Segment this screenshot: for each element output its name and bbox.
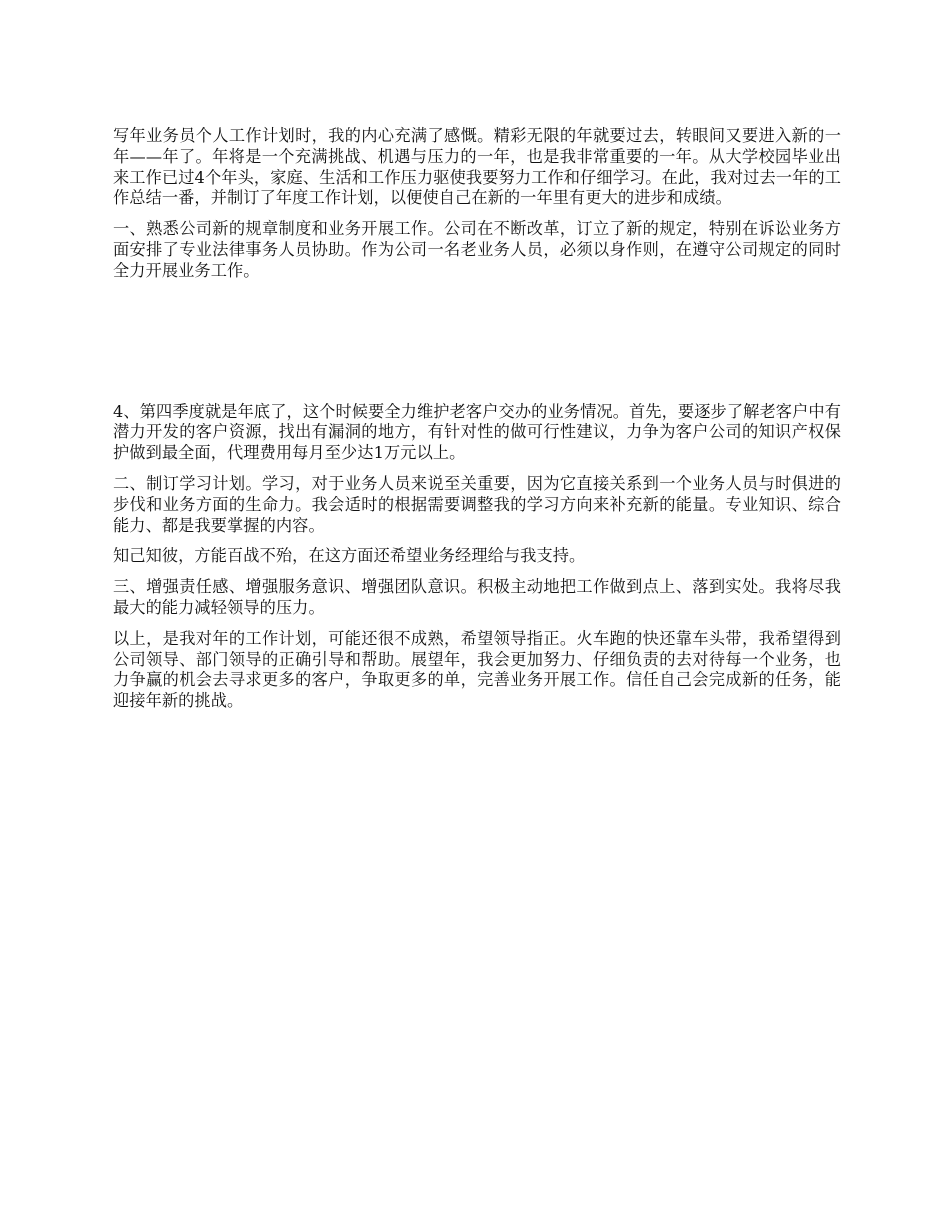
paragraph-section-three: 三、增强责任感、增强服务意识、增强团队意识。积极主动地把工作做到点上、落到实处。我将尽我最大的能力减轻领导的压力。 [113, 577, 841, 617]
blank-gap [113, 292, 841, 402]
paragraph-conclusion: 以上，是我对年的工作计划，可能还很不成熟，希望领导指正。火车跑的快还靠车头带，我希望得到公司领导、部门领导的正确引导和帮助。展望年，我会更加努力、仔细负责的去对待每一个业务，也力争赢的机会去寻求更多的客户，争取更多的单，完善业务开展工作。信任自己会完成新的任务，能迎接年新的挑战。 [113, 628, 841, 711]
paragraph-intro: 写年业务员个人工作计划时，我的内心充满了感慨。精彩无限的年就要过去，转眼间又要进入新的一年——年了。年将是一个充满挑战、机遇与压力的一年，也是我非常重要的一年。从大学校园毕业出来工作已过4个年头，家庭、生活和工作压力驱使我要努力工作和仔细学习。在此，我对过去一年的工作总结一番，并制订了年度工作计划，以便使自己在新的一年里有更大的进步和成绩。 [113, 126, 841, 208]
paragraph-support: 知己知彼，方能百战不殆，在这方面还希望业务经理给与我支持。 [113, 546, 586, 566]
paragraph-section-two: 二、制订学习计划。学习，对于业务人员来说至关重要，因为它直接关系到一个业务人员与时俱进的步伐和业务方面的生命力。我会适时的根据需要调整我的学习方向来补充新的能量。专业知识、综合能力、都是我要掌握的内容。 [113, 473, 841, 535]
paragraph-section-one: 一、熟悉公司新的规章制度和业务开展工作。公司在不断改革，订立了新的规定，特别在诉讼业务方面安排了专业法律事务人员协助。作为公司一名老业务人员，必须以身作则，在遵守公司规定的同时全力开展业务工作。 [113, 219, 841, 280]
paragraph-item-four: 4、第四季度就是年底了，这个时候要全力维护老客户交办的业务情况。首先，要逐步了解老客户中有潜力开发的客户资源，找出有漏洞的地方，有针对性的做可行性建议，力争为客户公司的知识产权保护做到最全面，代理费用每月至少达1万元以上。 [113, 401, 841, 463]
document-body [113, 126, 841, 722]
